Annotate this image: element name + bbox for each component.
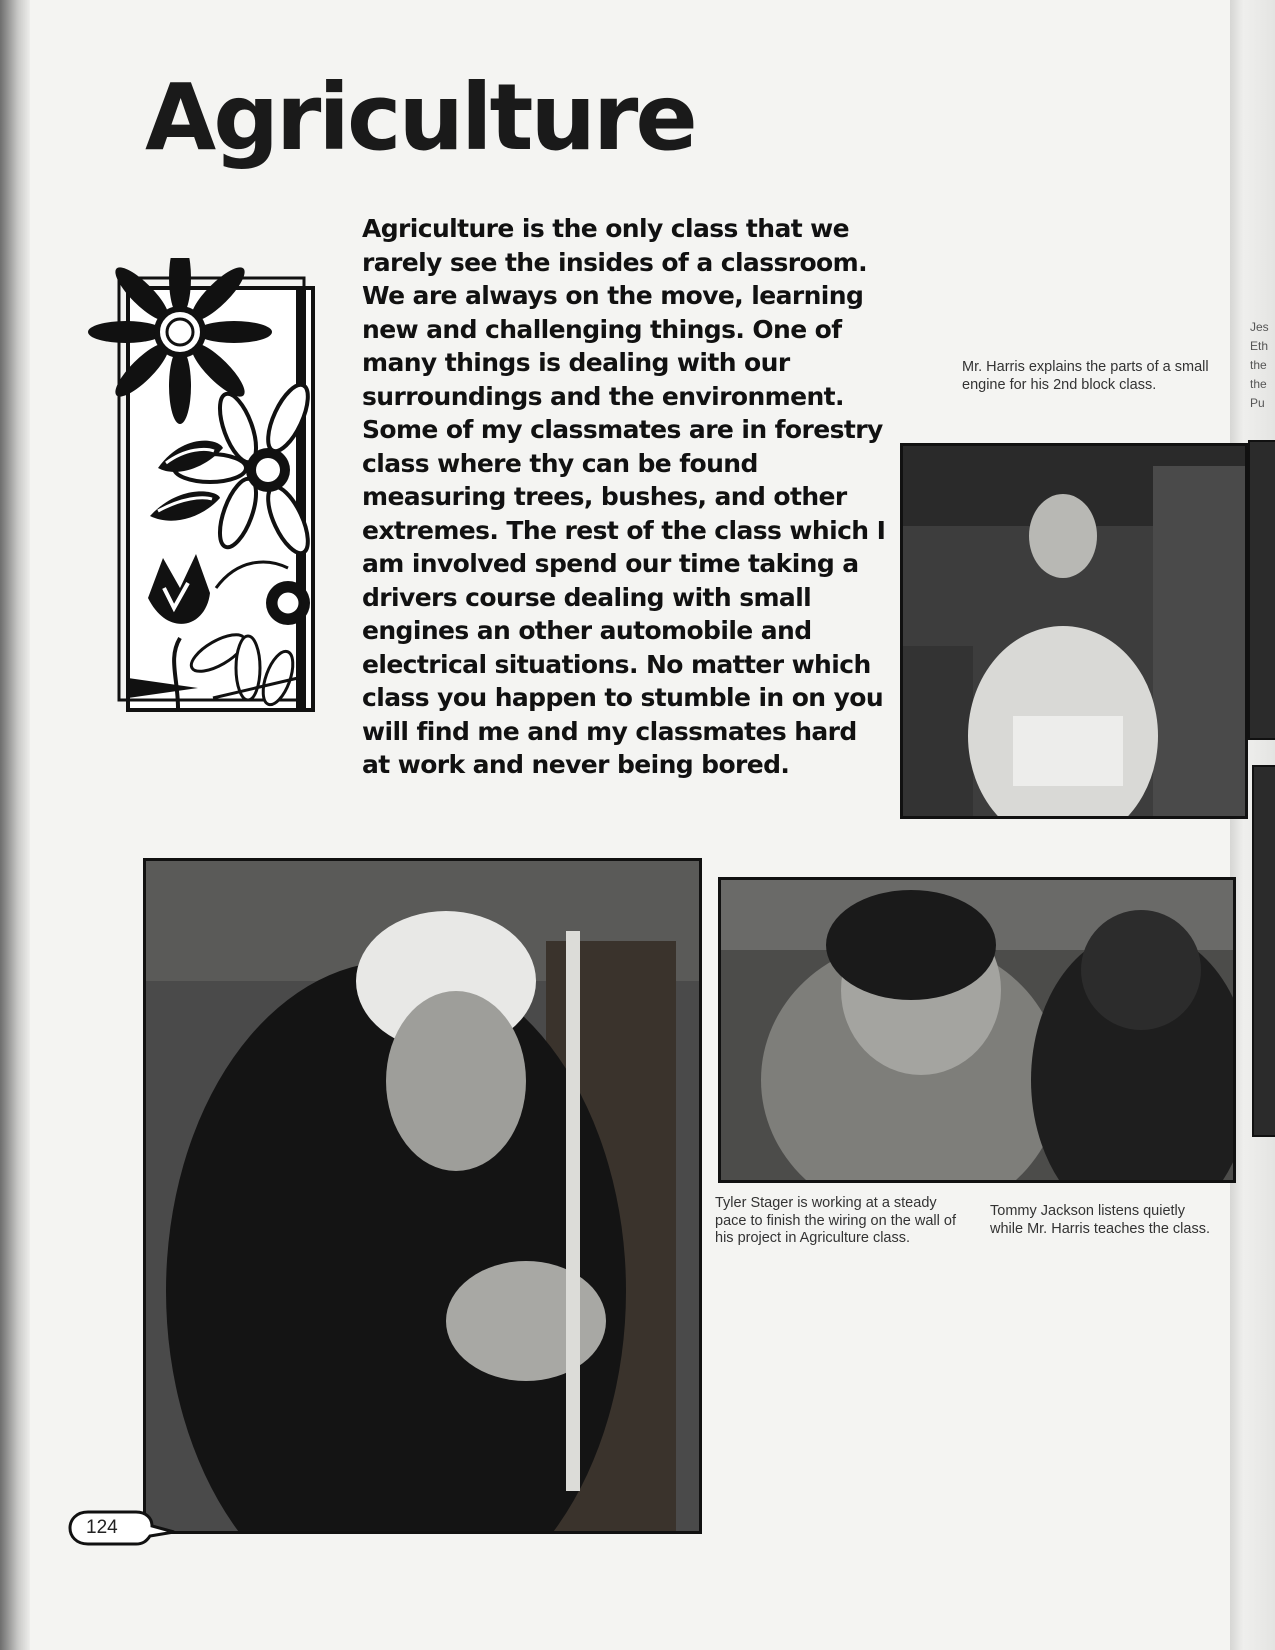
adjacent-page-photo <box>1252 765 1275 1137</box>
photo-tyler-stager <box>143 858 702 1534</box>
photo-mr-harris <box>900 443 1248 819</box>
photo-tommy-jackson <box>718 877 1236 1183</box>
caption-tommy: Tommy Jackson listens quietly while Mr. Harris teaches the class. <box>990 1203 1210 1237</box>
flower-illustration <box>88 258 323 718</box>
adjacent-page-text <box>1250 318 1275 413</box>
page-number: 124 <box>86 1517 118 1538</box>
book-binding-shadow <box>0 0 30 1650</box>
adjacent-line: the <box>1250 358 1267 372</box>
intro-paragraph: Agriculture is the only class that we rarely see the insides of a classroom. We are always on the move, learning new and challenging things. One of many things is dealing with our surroundings and the environment. Some of my classmates are in forestry class where thy can be found measuring trees, bushes, and other extremes. The rest of the class which I am involved spend our time taking a drivers course dealing with small engines an other automobile and electrical situations. No matter which class you happen to stumble in on you will find me and my classmates hard at work and never being bored. <box>362 214 886 779</box>
adjacent-line: the <box>1250 377 1267 391</box>
caption-harris: Mr. Harris explains the parts of a small engine for his 2nd block class. <box>962 359 1209 393</box>
adjacent-page-photo <box>1248 440 1275 740</box>
caption-tyler: Tyler Stager is working at a steady pace to finish the wiring on the wall of his project in Agriculture class. <box>715 1195 956 1246</box>
page-title: Agriculture <box>145 64 695 171</box>
page-number-speech-bubble <box>66 1508 176 1548</box>
adjacent-line: Pu <box>1250 396 1265 410</box>
adjacent-line: Jes <box>1250 320 1269 334</box>
adjacent-line: Eth <box>1250 339 1269 353</box>
